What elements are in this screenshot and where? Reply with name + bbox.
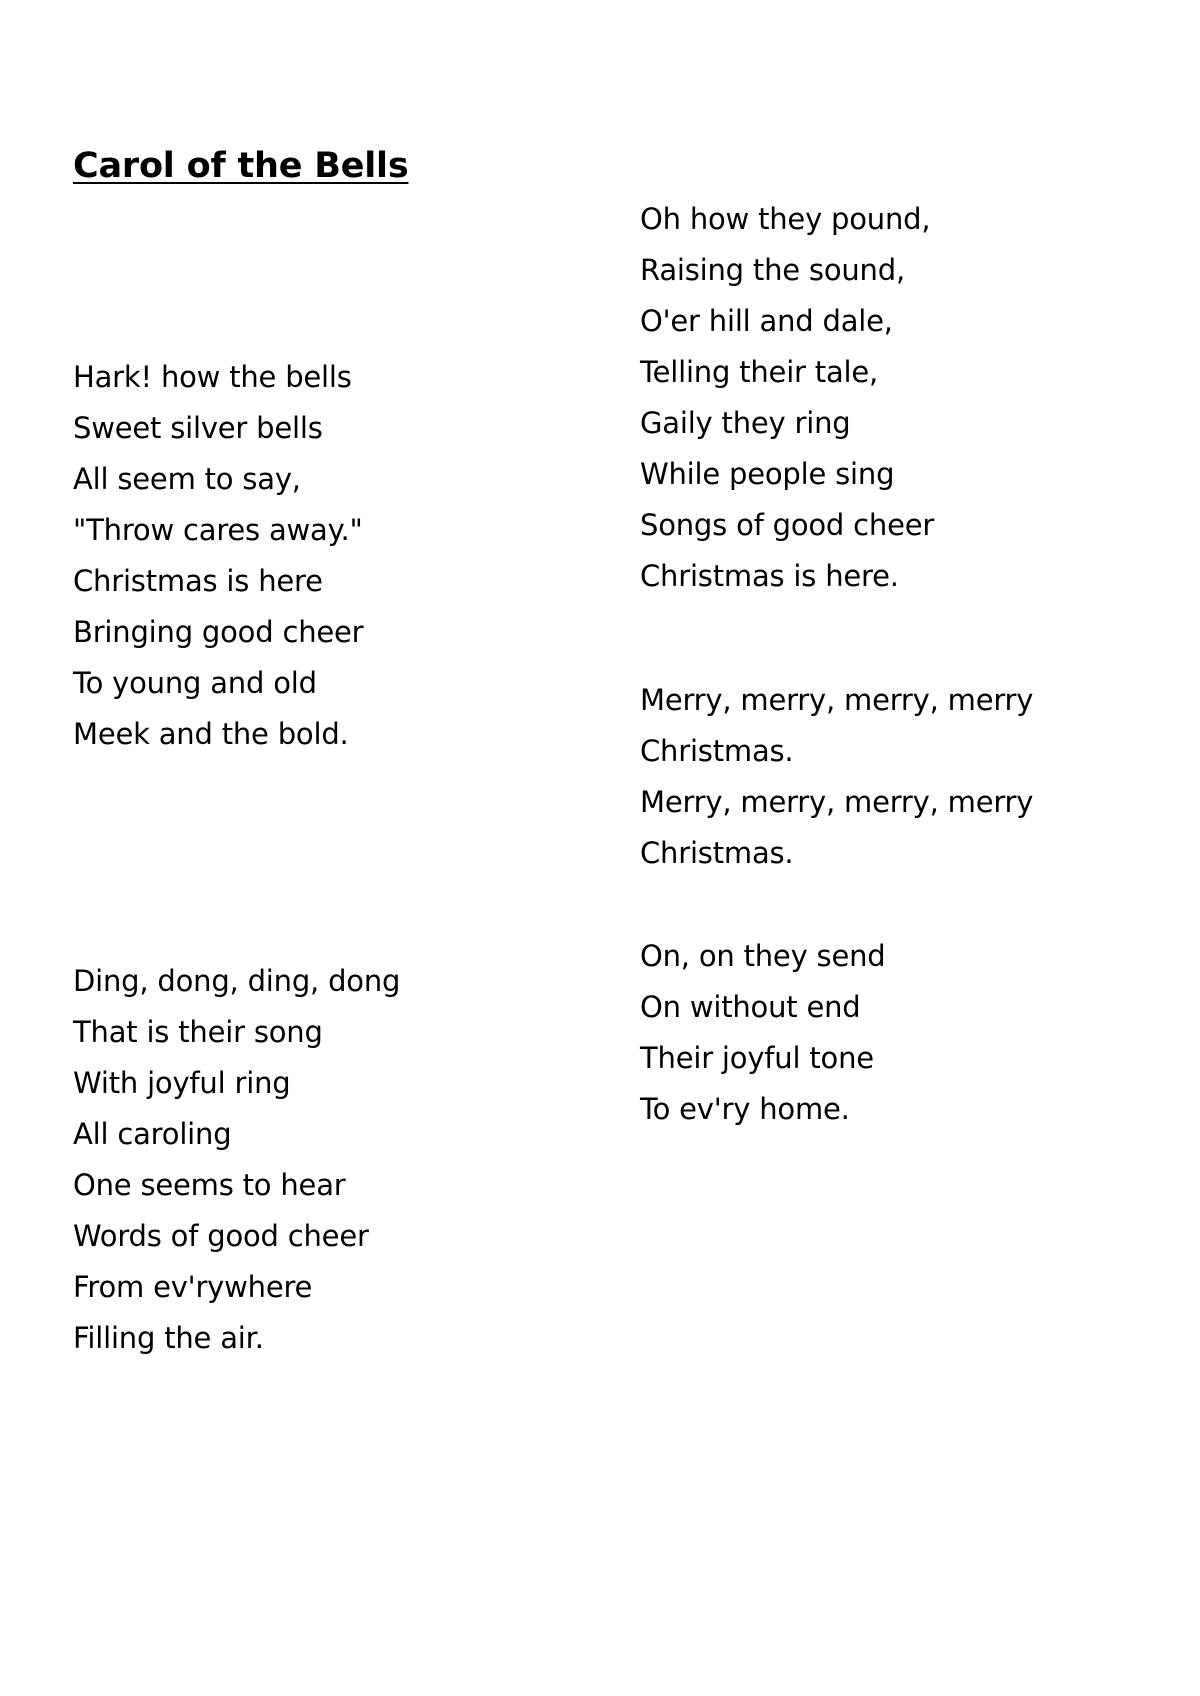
- lyric-line: On, on they send: [640, 939, 886, 973]
- lyric-line: Bringing good cheer: [73, 615, 364, 649]
- lyric-line: Hark! how the bells: [73, 360, 352, 394]
- document-title: Carol of the Bells: [73, 146, 409, 186]
- lyric-line: That is their song: [73, 1015, 323, 1049]
- lyric-line: Oh how they pound,: [640, 202, 931, 236]
- stanza-2: [73, 956, 400, 1364]
- lyric-line: "Throw cares away.": [73, 513, 363, 547]
- stanza-3: [640, 194, 934, 602]
- lyric-line: Christmas is here.: [640, 559, 899, 593]
- lyric-line: One seems to hear: [73, 1168, 346, 1202]
- lyric-line: Meek and the bold.: [73, 717, 349, 751]
- lyric-line: Merry, merry, merry, merry: [640, 785, 1034, 819]
- stanza-4: [640, 675, 1033, 879]
- lyric-line: Their joyful tone: [640, 1041, 874, 1075]
- lyric-line: Sweet silver bells: [73, 411, 323, 445]
- lyric-line: Raising the sound,: [640, 253, 905, 287]
- lyric-line: Christmas.: [640, 836, 794, 870]
- lyric-line: To ev'ry home.: [640, 1092, 850, 1126]
- lyric-line: Filling the air.: [73, 1321, 264, 1355]
- lyric-line: Christmas is here: [73, 564, 323, 598]
- lyric-line: O'er hill and dale,: [640, 304, 893, 338]
- lyric-line: Gaily they ring: [640, 406, 851, 440]
- lyric-line: All seem to say,: [73, 462, 301, 496]
- lyric-line: Ding, dong, ding, dong: [73, 964, 401, 998]
- lyric-line: To young and old: [73, 666, 317, 700]
- lyric-line: With joyful ring: [73, 1066, 291, 1100]
- lyric-line: Songs of good cheer: [640, 508, 935, 542]
- lyric-line: Telling their tale,: [640, 355, 879, 389]
- stanza-1: [73, 352, 363, 760]
- lyric-line: From ev'rywhere: [73, 1270, 313, 1304]
- stanza-5: [640, 931, 886, 1135]
- lyric-line: While people sing: [640, 457, 895, 491]
- lyric-line: Merry, merry, merry, merry: [640, 683, 1034, 717]
- lyric-line: On without end: [640, 990, 861, 1024]
- lyric-line: Words of good cheer: [73, 1219, 369, 1253]
- lyric-line: All caroling: [73, 1117, 232, 1151]
- lyric-line: Christmas.: [640, 734, 794, 768]
